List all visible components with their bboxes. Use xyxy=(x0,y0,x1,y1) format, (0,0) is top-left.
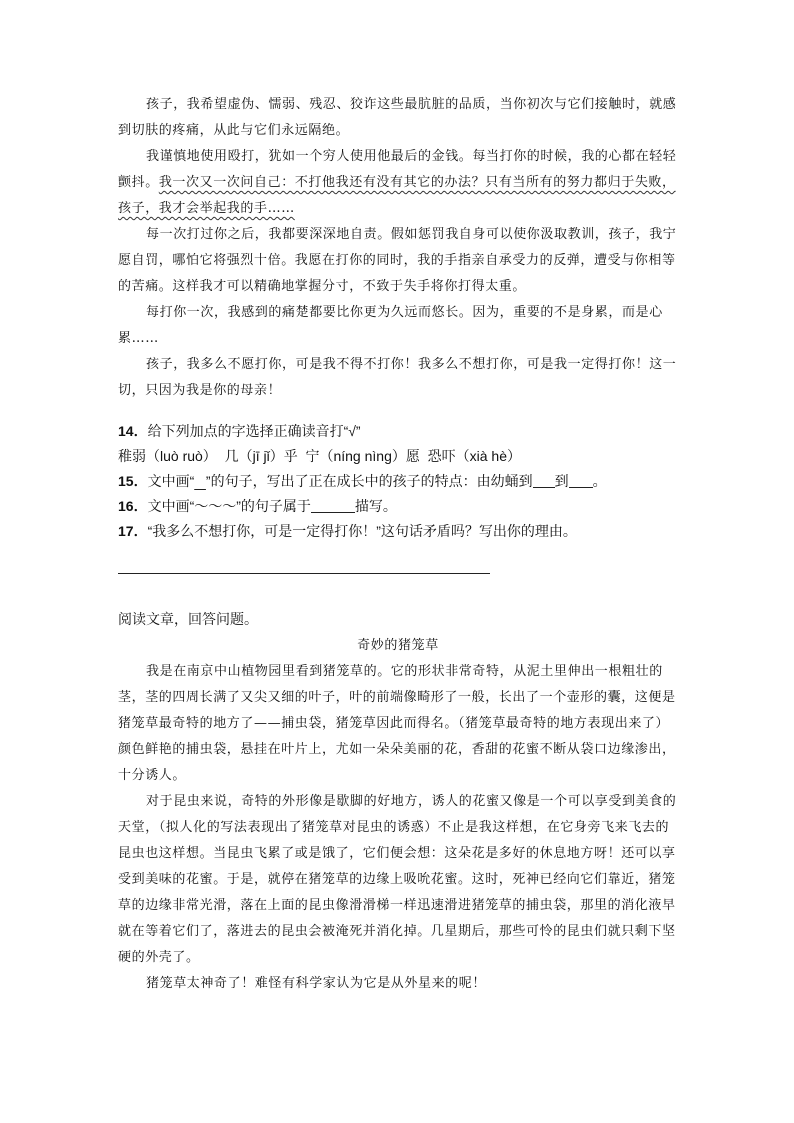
passage-title: 奇妙的猪笼草 xyxy=(357,638,439,653)
question-text: 描写。 xyxy=(354,498,397,514)
question-number: 15． xyxy=(118,473,148,489)
paragraph-text: 我谨慎地使用殴打，犹如一个穷人使用他最后的金钱。每当打你的时候，我的心都在轻轻颤抖。 xyxy=(118,149,677,190)
question-text: 文中画“～～～”的句子属于 xyxy=(147,498,311,514)
paragraph: 每打你一次，我感到的痛楚都要比你更为久远而悠长。因为，重要的不是身累，而是心累…… xyxy=(118,305,663,346)
question-text: 给下列加点的字选择正确读音打“√” xyxy=(147,423,361,439)
answer-line[interactable] xyxy=(118,573,490,574)
question-14-options: 稚弱（luò ruò） 几（jī jǐ）乎 宁（níng nìng）愿 恐吓（xià hè） xyxy=(118,448,521,464)
paragraph: 孩子，我多么不愿打你，可是我不得不打你！我多么不想打你，可是我一定得打你！这一切，只因为我是你的母亲！ xyxy=(118,357,677,398)
paragraph xyxy=(118,789,678,971)
question-14 xyxy=(118,419,678,444)
paragraph-text: 我是在南京中山植物园里看到猪笼草的。它的形状非常奇特，从泥土里伸出一根粗壮的茎，茎的四周长满了又尖又细的叶子，叶的前端像畸形了一般，长出了一个壶形的囊，这便是猪笼草最奇特的地方了——捕虫袋，猪笼草因此而得名。 xyxy=(118,664,676,731)
question-16 xyxy=(118,494,678,519)
question-number: 16． xyxy=(118,498,148,514)
question-number: 14． xyxy=(118,423,148,439)
paragraph: 猪笼草太神奇了！难怪有科学家认为它是从外星来的呢！ xyxy=(146,976,487,991)
question-text: 到 xyxy=(554,473,569,489)
paragraph xyxy=(118,659,678,789)
question-17 xyxy=(118,519,678,544)
passage-mother xyxy=(118,92,678,404)
question-number: 17． xyxy=(118,523,148,539)
wavy-underlined-sentence: 我一次又一次问自己：不打他我还有没有其它的办法？只有当所有的努力都归于失败，孩子，我才会举起我的手…… xyxy=(118,175,676,216)
paragraph-text: 不止是我这样想，在它身旁飞来飞去的昆虫也这样想。当昆虫飞累了或是饿了，它们便会想：这朵花是多好的休息地方呀！还可以享受到美味的花蜜。于是，就停在猪笼草的边缘上吸吮花蜜。这时，死神已经向它们靠近，猪笼草的边缘非常光滑，落在上面的昆虫像滑滑梯一样迅速滑进猪笼草的捕虫袋，那里的消化液早就在等着它们了，落进去的昆虫会被淹死并消化掉。几星期后，那些可怜的昆虫们就只剩下坚硬的外壳了。 xyxy=(118,820,676,965)
question-text: 文中画“ xyxy=(147,473,195,489)
question-15 xyxy=(118,469,678,494)
annotation-note: （猪笼草最奇特的地方表现出来了） xyxy=(458,716,670,731)
question-text: 。 xyxy=(592,473,607,489)
question-text: “我多么不想打你，可是一定得打你！”这句话矛盾吗？写出你的理由。 xyxy=(147,523,577,539)
questions xyxy=(118,419,678,544)
reading-instruction: 阅读文章，回答问题。 xyxy=(118,611,258,627)
question-text: ”的句子，写出了正在成长中的孩子的特点：由幼蛹到 xyxy=(205,473,533,489)
paragraph-text: 对于昆虫来说，奇特的外形像是歇脚的好地方，诱人的花蜜又像是一个可以享受到美食的天堂， xyxy=(118,794,677,835)
paragraph: 每一次打过你之后，我都要深深地自责。假如惩罚我自身可以使你汲取教训，孩子，我宁愿自罚，哪怕它将强烈十倍。我愿在打你的同时，我的手指亲自承受力的反弹，遭受与你相等的苦痛。这样我才可以精确地掌握分寸，不致于失手将你打得太重。 xyxy=(118,227,677,294)
paragraph xyxy=(118,144,678,222)
annotation-note: （拟人化的写法表现出了猪笼草对昆虫的诱惑） xyxy=(158,820,438,835)
answer-blank[interactable] xyxy=(533,473,555,488)
underline-mark xyxy=(194,473,206,489)
paragraph: 孩子，我希望虚伪、懦弱、残忍、狡诈这些最肮脏的品质，当你初次与它们接触时，就感到切肤的疼痛，从此与它们永远隔绝。 xyxy=(118,97,677,138)
passage-pitcher-plant xyxy=(118,633,678,997)
answer-blank[interactable] xyxy=(311,498,355,513)
answer-blank[interactable] xyxy=(569,473,593,488)
paragraph-text: 颜色鲜艳的捕虫袋，悬挂在叶片上，尤如一朵朵美丽的花，香甜的花蜜不断从袋口边缘渗出，十分诱人。 xyxy=(118,742,676,783)
